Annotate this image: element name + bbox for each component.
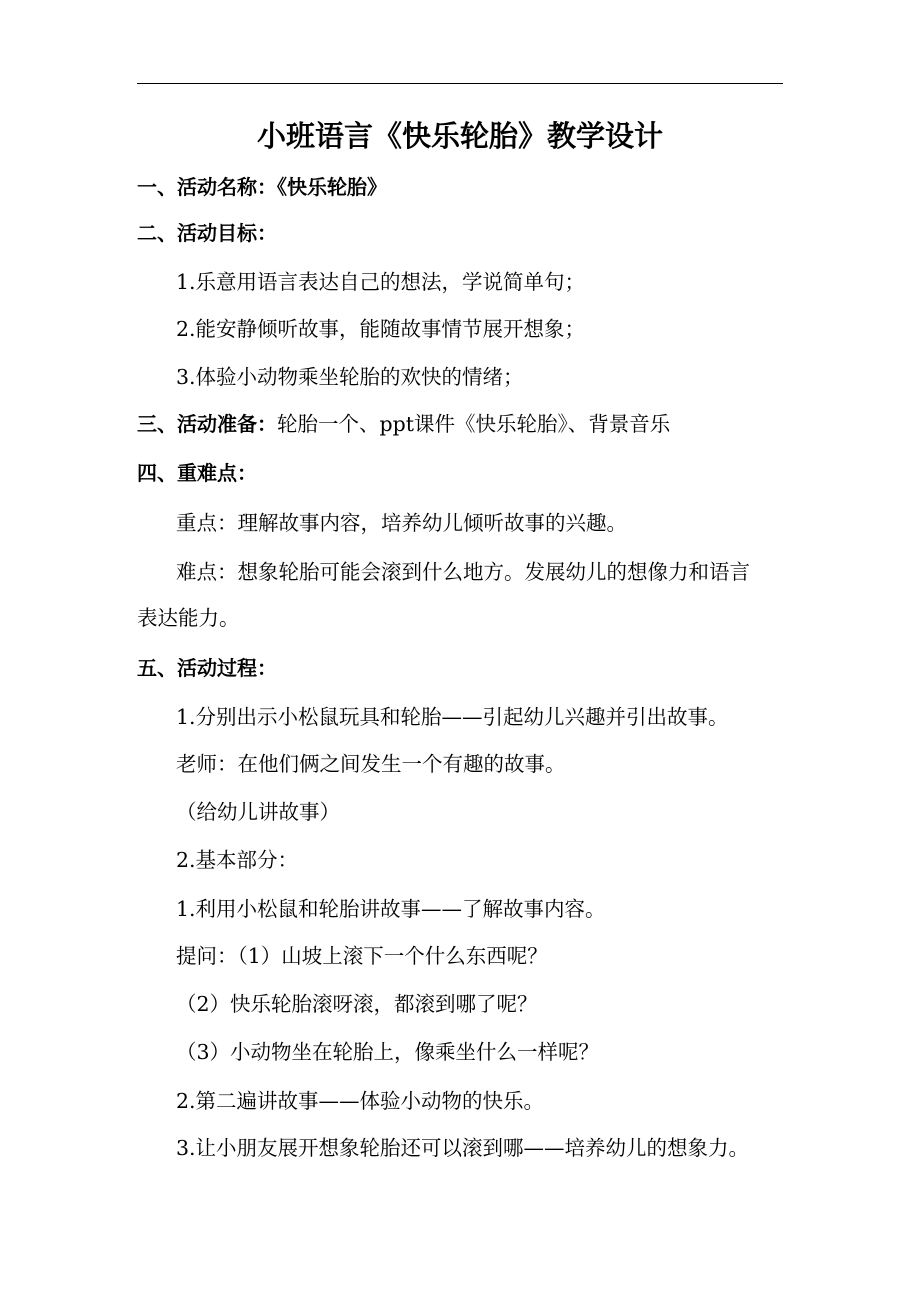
section-label: 一、活动名称： xyxy=(137,175,277,199)
goal-item: 1.乐意用语言表达自己的想法，学说简单句； xyxy=(176,270,586,294)
process-line: 2.第二遍讲故事——体验小动物的快乐。 xyxy=(176,1089,545,1113)
goal-item: 2.能安静倾听故事，能随故事情节展开想象； xyxy=(176,317,586,341)
process-line: 老师：在他们俩之间发生一个有趣的故事。 xyxy=(176,752,566,776)
section-preparation xyxy=(137,407,670,441)
document-title: 小班语言《快乐轮胎》教学设计 xyxy=(256,119,663,153)
section-process-heading: 五、活动过程： xyxy=(137,656,277,680)
goal-item: 3.体验小动物乘坐轮胎的欢快的情绪； xyxy=(176,365,524,389)
question-line: 提问：（1）山坡上滚下一个什么东西呢？ xyxy=(176,944,548,968)
key-difficulty-continued: 表达能力。 xyxy=(137,606,240,630)
key-focus: 重点：理解故事内容，培养幼儿倾听故事的兴趣。 xyxy=(176,511,627,535)
process-line: 2.基本部分： xyxy=(176,848,299,872)
question-line: （2）快乐轮胎滚呀滚，都滚到哪了呢？ xyxy=(176,992,538,1016)
activity-name-value: 《快乐轮胎》 xyxy=(277,175,387,199)
section-label: 三、活动准备： xyxy=(137,412,277,436)
process-line: 3.让小朋友展开想象轮胎还可以滚到哪——培养幼儿的想象力。 xyxy=(176,1136,750,1160)
header-rule xyxy=(137,83,783,84)
process-line: （给幼儿讲故事） xyxy=(176,800,340,824)
process-line: 1.分别出示小松鼠玩具和轮胎——引起幼儿兴趣并引出故事。 xyxy=(176,705,729,729)
section-activity-name xyxy=(137,170,387,204)
section-key-points-heading: 四、重难点： xyxy=(137,461,257,485)
question-line: （3）小动物坐在轮胎上，像乘坐什么一样呢？ xyxy=(176,1040,600,1064)
key-difficulty: 难点：想象轮胎可能会滚到什么地方。发展幼儿的想像力和语言 xyxy=(176,560,750,584)
section-goals-heading: 二、活动目标： xyxy=(137,221,277,245)
preparation-value: 轮胎一个、ppt课件《快乐轮胎》、背景音乐 xyxy=(277,412,671,436)
process-line: 1.利用小松鼠和轮胎讲故事——了解故事内容。 xyxy=(176,897,606,921)
